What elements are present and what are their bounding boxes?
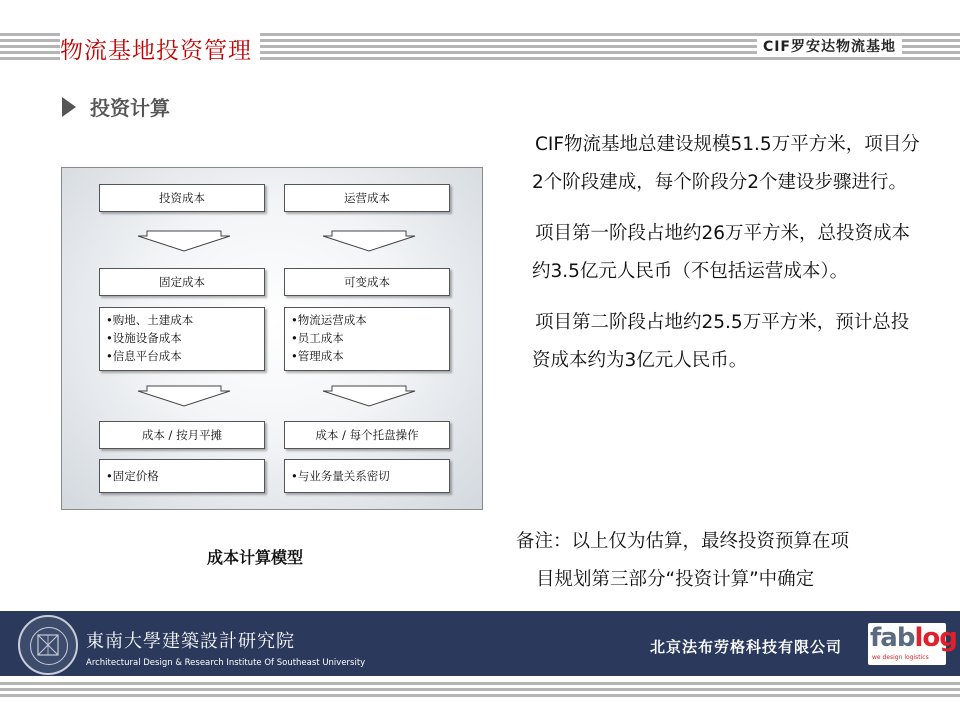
list-item: •物流运营成本: [291, 313, 367, 327]
fixed-cost-items: [99, 307, 265, 371]
monthly-allocation-box: 成本 / 按月平摊: [99, 421, 265, 449]
down-arrow-icon: [322, 385, 416, 407]
per-pallet-box: 成本 / 每个托盘操作: [284, 421, 450, 449]
operating-cost-box: 运营成本: [284, 184, 450, 212]
logo-fab: fab: [870, 623, 915, 653]
list-item: •设施设备成本: [106, 331, 182, 345]
paragraph: CIF物流基地总建设规模51.5万平方米，项目分2个阶段建成，每个阶段分2个建设步骤进行。: [532, 134, 920, 193]
footer-bar: [0, 611, 960, 676]
note-text: [516, 523, 926, 599]
page-title: 物流基地投资管理: [60, 32, 260, 65]
note-line: 目规划第三部分“投资计算”中确定: [536, 569, 815, 590]
paragraph: 项目第一阶段占地约26万平方米，总投资成本约3.5亿元人民币（不包括运营成本）。: [532, 223, 911, 282]
list-item: •员工成本: [291, 331, 344, 345]
note-line: 备注：以上仅为估算，最终投资预算在项: [516, 531, 850, 552]
list-item: •购地、土建成本: [106, 313, 194, 327]
list-item: •管理成本: [291, 349, 344, 363]
fixed-cost-box: 固定成本: [99, 268, 265, 296]
fixed-price-box: •固定价格: [99, 459, 265, 493]
company-name: 北京法布劳格科技有限公司: [650, 638, 843, 656]
investment-cost-box: 投资成本: [99, 184, 265, 212]
section-title: 投资计算: [90, 96, 170, 120]
description-text: [532, 126, 924, 393]
fablog-logo: [868, 623, 957, 665]
university-seal-icon: [18, 615, 78, 675]
down-arrow-icon: [137, 385, 231, 407]
cost-model-diagram: [61, 167, 483, 510]
logo-log: log: [914, 623, 957, 653]
university-name-en: Architectural Design & Research Institute Of Southeast University: [86, 658, 366, 668]
list-item: •信息平台成本: [106, 349, 182, 363]
volume-related-box: •与业务量关系密切: [284, 459, 450, 493]
variable-cost-box: 可变成本: [284, 268, 450, 296]
triangle-bullet-icon: [62, 97, 76, 117]
paragraph: 项目第二阶段占地约25.5万平方米，预计总投资成本约为3亿元人民币。: [532, 312, 910, 371]
variable-cost-items: [284, 307, 450, 371]
brand-label: CIF罗安达物流基地: [757, 36, 902, 56]
diagram-caption: 成本计算模型: [207, 548, 304, 567]
bottom-stripes: [0, 682, 960, 700]
logo-tagline: we design logistics: [872, 654, 929, 661]
down-arrow-icon: [322, 230, 416, 252]
section-heading: [62, 92, 170, 121]
down-arrow-icon: [137, 230, 231, 252]
university-name-cn: 東南大學建築設計研究院: [86, 631, 295, 652]
